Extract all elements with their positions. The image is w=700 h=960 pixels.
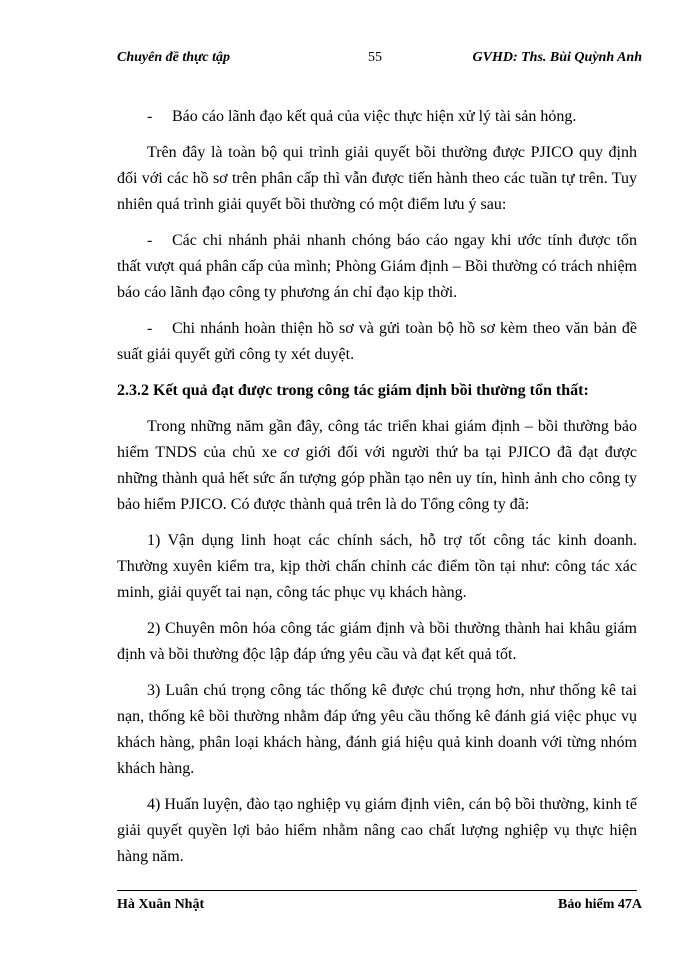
page-number: 55: [368, 50, 382, 65]
bullet-text: Chi nhánh hoàn thiện hồ sơ và gửi toàn bộ hồ sơ kèm theo văn bản đề suất giải quyết gửi công ty xét duyệt.: [117, 320, 637, 363]
bullet-paragraph: [117, 316, 637, 368]
numbered-item: 1) Vận dụng linh hoạt các chính sách, hỗ trợ tốt công tác kinh doanh. Thường xuyên kiểm tra, kịp thời chấn chỉnh các điểm tồn tại như: công tác xác minh, giải quyết tai nạn, công tác phục vụ khách hàng.: [117, 532, 637, 601]
paragraph: Trong những năm gần đây, công tác triển khai giám định – bồi thường bảo hiểm TNDS của chủ xe cơ giới đối với người thứ ba tại PJICO đã đạt được những thành quả hết sức ấn tượng góp phần tạo nên uy tín, hình ảnh cho công ty bảo hiểm PJICO. Có được thành quả trên là do Tổng công ty đã:: [117, 418, 637, 513]
bullet-text: Các chi nhánh phải nhanh chóng báo cáo ngay khi ước tính được tổn thất vượt quá phân cấp của mình; Phòng Giám định – Bồi thường có trách nhiệm báo cáo lãnh đạo công ty phương án chỉ đạo kịp thời.: [117, 232, 637, 301]
bullet-paragraph: [117, 104, 637, 130]
header-advisor: GVHD: Ths. Bùi Quỳnh Anh: [472, 50, 642, 65]
header-title: Chuyên đề thực tập: [117, 50, 231, 65]
bullet-dash: -: [147, 320, 153, 337]
section-heading: 2.3.2 Kết quả đạt được trong công tác giám định bồi thường tổn thất:: [117, 382, 589, 399]
bullet-paragraph: [117, 228, 637, 306]
paragraph: Trên đây là toàn bộ qui trình giải quyết bồi thường được PJICO quy định đối với các hồ sơ trên phân cấp thì vẫn được tiến hành theo các tuần tự trên. Tuy nhiên quá trình giải quyết bồi thường có một điểm lưu ý sau:: [117, 144, 637, 213]
numbered-item: 2) Chuyên môn hóa công tác giám định và bồi thường thành hai khâu giám định và bồi thường độc lập đáp ứng yêu cầu và đạt kết quả tốt.: [117, 620, 637, 663]
document-body: [117, 104, 637, 880]
footer-divider: [117, 890, 637, 891]
numbered-item: 3) Luân chú trọng công tác thống kê được chú trọng hơn, như thống kê tai nạn, thống kê bồi thường nhằm đáp ứng yêu cầu thống kê đánh giá việc phục vụ khách hàng, phân loại khách hàng, đánh giá hiệu quả kinh doanh với từng nhóm khách hàng.: [117, 682, 637, 777]
numbered-item: 4) Huấn luyện, đào tạo nghiệp vụ giám định viên, cán bộ bồi thường, kinh tế giải quyết quyền lợi bảo hiểm nhằm nâng cao chất lượng nghiệp vụ thực hiện hàng năm.: [117, 796, 637, 865]
bullet-dash: -: [147, 232, 153, 249]
bullet-dash: -: [147, 108, 153, 125]
footer-class: Bảo hiểm 47A: [558, 897, 642, 912]
bullet-text: Báo cáo lãnh đạo kết quả của việc thực hiện xử lý tài sản hỏng.: [172, 108, 577, 125]
footer-author: Hà Xuân Nhật: [117, 897, 205, 912]
